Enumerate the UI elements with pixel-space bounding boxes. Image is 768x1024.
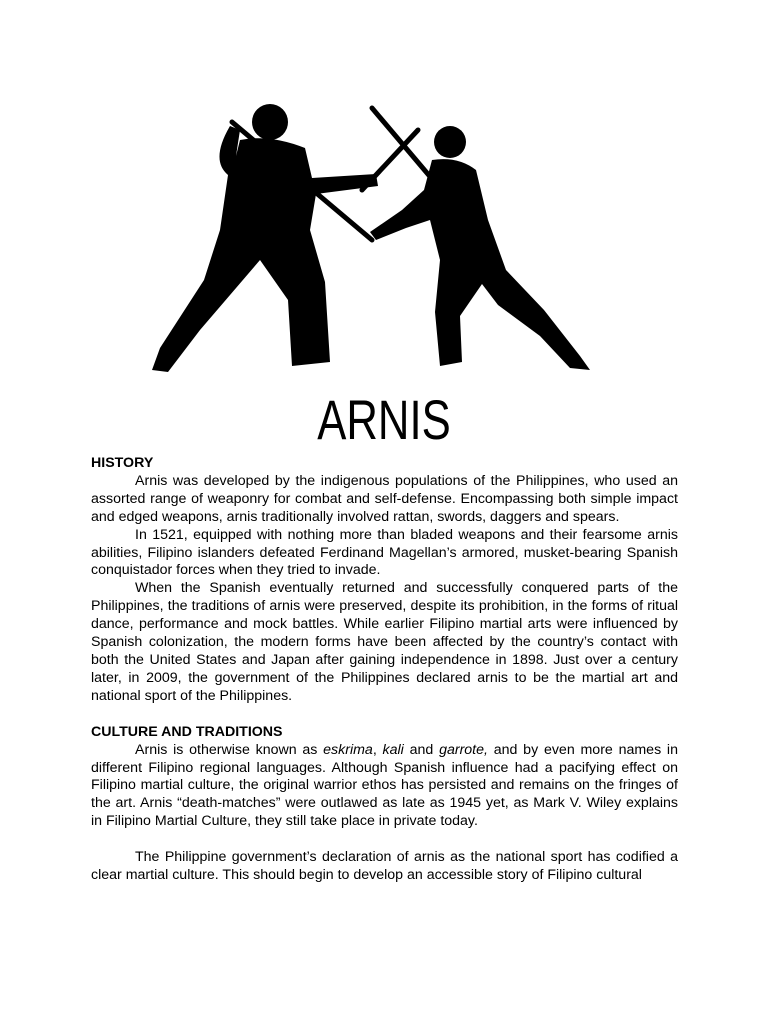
history-paragraph-1: Arnis was developed by the indigenous populations of the Philippines, who used an assorted range of weaponry for combat and self-defense. Encompassing both simple impact and edged weapons, arnis traditionally involved rattan, swords, daggers and spears. xyxy=(91,472,678,525)
document-body xyxy=(91,455,678,885)
history-heading: HISTORY xyxy=(91,455,154,471)
history-paragraph-3: When the Spanish eventually returned and successfully conquered parts of the Philippines, the traditions of arnis were preserved, despite its prohibition, in the forms of ritual dance, performance and mock battles. While earlier Filipino martial arts were influenced by Spanish colonization, the modern forms have been affected by the country’s contact with both the United States and Japan after gaining independence in 1898. Just over a century later, in 2009, the government of the Philippines declared arnis to be the martial art and national sport of the Philippines. xyxy=(91,580,678,704)
right-fighter-silhouette xyxy=(370,126,590,370)
culture-paragraph-2: The Philippine government’s declaration of arnis as the national sport has codified a clear martial culture. This should begin to develop an accessible story of Filipino cultural xyxy=(91,849,678,884)
arnis-fighters-illustration xyxy=(140,100,600,385)
history-paragraph-2: In 1521, equipped with nothing more than bladed weapons and their fearsome arnis abilities, Filipino islanders defeated Ferdinand Magellan’s armored, musket-bearing Spanish conquistador forces when they tried to invade. xyxy=(91,526,678,579)
term-garrote: garrote, xyxy=(439,741,488,758)
page-title: ARNIS xyxy=(317,388,451,451)
term-kali: kali xyxy=(382,741,404,758)
left-fighter-silhouette xyxy=(152,104,378,372)
culture-paragraph-1: Arnis is otherwise known as eskrima, kali and garrote, and by even more names in different Filipino regional languages. Although Spanish influence had a pacifying effect on Filipino martial culture, the original warrior ethos has persisted and remains on the fringes of the art. Arnis “death-matches” were outlawed as late as 1945 yet, as Mark V. Wiley explains in Filipino Martial Culture, they still take place in private today. xyxy=(91,741,678,830)
term-eskrima: eskrima xyxy=(323,741,373,758)
culture-heading: CULTURE AND TRADITIONS xyxy=(91,723,283,740)
right-stick-b xyxy=(362,130,418,190)
